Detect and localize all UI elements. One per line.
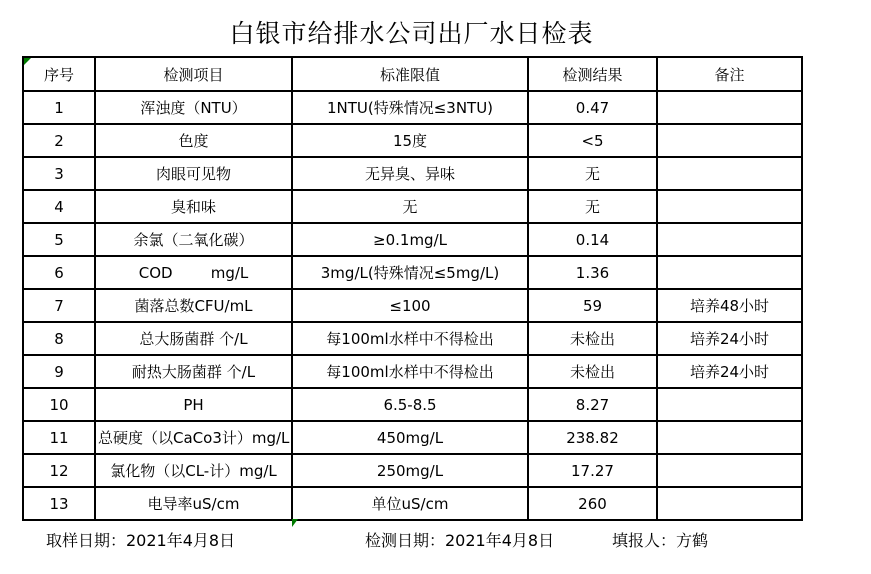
cell-limit: 无 (292, 190, 528, 223)
reporter-text: 填报人：方鹤 (612, 531, 709, 550)
cell-result: 无 (528, 190, 657, 223)
cell-result: 1.36 (528, 256, 657, 289)
cell-result: 无 (528, 157, 657, 190)
cell-item: 氯化物（以CL-计）mg/L (95, 454, 292, 487)
cell-no: 5 (23, 223, 95, 256)
header-result: 检测结果 (528, 57, 657, 91)
cell-limit: 450mg/L (292, 421, 528, 454)
cell-item: PH (95, 388, 292, 421)
table-row (23, 256, 802, 289)
cell-result: 59 (528, 289, 657, 322)
table-row (23, 289, 802, 322)
cell-limit: ≤100 (292, 289, 528, 322)
sample-date-text: 取样日期：2021年4月8日 (46, 531, 236, 550)
cell-item: 耐热大肠菌群 个/L (95, 355, 292, 388)
header-no-label: 序号 (43, 65, 74, 84)
header-limit: 标准限值 (292, 57, 528, 91)
cell-no: 2 (23, 124, 95, 157)
cell-item: 臭和味 (95, 190, 292, 223)
cell-no: 1 (23, 91, 95, 124)
header-row (23, 57, 802, 91)
page-title: 白银市给排水公司出厂水日检表 (229, 19, 594, 48)
table-row (23, 487, 802, 520)
cell-limit: 250mg/L (292, 454, 528, 487)
cell-limit: 无异臭、异味 (292, 157, 528, 190)
cell-remark: 培养24小时 (657, 322, 802, 355)
cell-no: 8 (23, 322, 95, 355)
cell-no: 12 (23, 454, 95, 487)
cell-item: 菌落总数CFU/mL (95, 289, 292, 322)
cell-limit: 每100ml水样中不得检出 (292, 355, 528, 388)
cell-result: 未检出 (528, 322, 657, 355)
cell-remark: 培养24小时 (657, 355, 802, 388)
cell-item: 总硬度（以CaCo3计）mg/L (95, 421, 292, 454)
cell-no: 6 (23, 256, 95, 289)
cell-result: 17.27 (528, 454, 657, 487)
cell-remark (657, 388, 802, 421)
cell-remark (657, 190, 802, 223)
cell-remark (657, 421, 802, 454)
cell-limit: 单位uS/cm (292, 487, 528, 520)
cell-remark (657, 91, 802, 124)
cell-limit: 15度 (292, 124, 528, 157)
cell-result: 8.27 (528, 388, 657, 421)
table-row (23, 190, 802, 223)
cell-item: 色度 (95, 124, 292, 157)
cell-limit: 3mg/L(特殊情况≤5mg/L) (292, 256, 528, 289)
table-row (23, 157, 802, 190)
cell-limit: 每100ml水样中不得检出 (292, 322, 528, 355)
cell-item: 肉眼可见物 (95, 157, 292, 190)
cell-item: 总大肠菌群 个/L (95, 322, 292, 355)
table-row (23, 124, 802, 157)
cell-item: 余氯（二氧化碳） (95, 223, 292, 256)
cell-item: 浑浊度（NTU） (95, 91, 292, 124)
table-row (23, 322, 802, 355)
table-row (23, 91, 802, 124)
cell-result: 238.82 (528, 421, 657, 454)
cell-no: 7 (23, 289, 95, 322)
cell-remark (657, 157, 802, 190)
cell-limit: 1NTU(特殊情况≤3NTU) (292, 91, 528, 124)
cell-remark (657, 256, 802, 289)
header-remark: 备注 (657, 57, 802, 91)
cell-remark (657, 487, 802, 520)
header-item: 检测项目 (95, 57, 292, 91)
cell-item: COD mg/L (95, 256, 292, 289)
table-row (23, 421, 802, 454)
cell-result: 未检出 (528, 355, 657, 388)
header-no (23, 57, 95, 91)
table-row (23, 355, 802, 388)
cell-no: 10 (23, 388, 95, 421)
cell-result: <5 (528, 124, 657, 157)
table-row (23, 388, 802, 421)
cell-remark (657, 454, 802, 487)
inspection-table (22, 56, 803, 521)
table-row (23, 454, 802, 487)
cell-limit: ≥0.1mg/L (292, 223, 528, 256)
table-row (23, 223, 802, 256)
cell-item: 电导率uS/cm (95, 487, 292, 520)
green-corner-marker-icon (24, 58, 31, 65)
cell-result: 0.47 (528, 91, 657, 124)
cell-result: 260 (528, 487, 657, 520)
cell-no: 3 (23, 157, 95, 190)
cell-no: 13 (23, 487, 95, 520)
cell-limit: 6.5-8.5 (292, 388, 528, 421)
cell-remark (657, 124, 802, 157)
cell-no: 4 (23, 190, 95, 223)
cell-remark (657, 223, 802, 256)
cell-result: 0.14 (528, 223, 657, 256)
test-date-text: 检测日期：2021年4月8日 (365, 531, 555, 550)
cell-no: 11 (23, 421, 95, 454)
cell-remark: 培养48小时 (657, 289, 802, 322)
cell-no: 9 (23, 355, 95, 388)
